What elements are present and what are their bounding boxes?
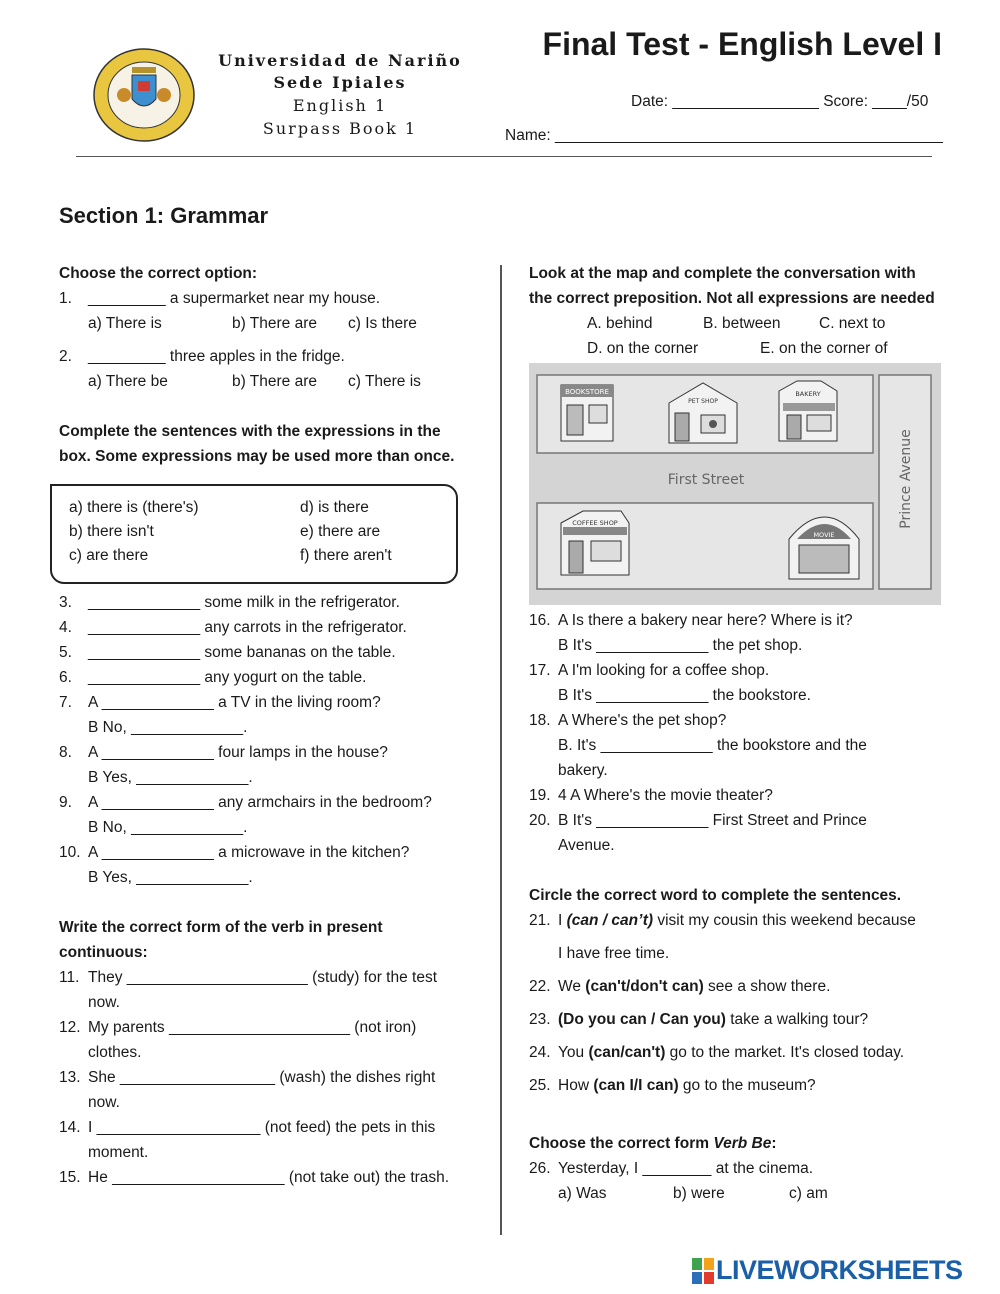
question-10: 10. A _____________ a microwave in the kitchen? <box>59 844 410 861</box>
question-7: 7. A _____________ a TV in the living room? <box>59 694 381 711</box>
university-seal <box>92 47 196 143</box>
question-13: 13. She __________________ (wash) the dishes right <box>59 1069 436 1086</box>
question-16-answer[interactable]: B It's _____________ the pet shop. <box>558 637 803 654</box>
instruction-map-2: the correct preposition. Not all expressions are needed <box>529 290 935 307</box>
question-13-cont: now. <box>88 1094 120 1111</box>
question-8-answer[interactable]: B Yes, _____________. <box>88 769 253 786</box>
choice-25[interactable]: (can I/I can) <box>593 1077 679 1094</box>
question-14-cont: moment. <box>88 1144 149 1161</box>
instruction-circle: Circle the correct word to complete the sentences. <box>529 887 902 904</box>
section-title: Section 1: Grammar <box>59 203 269 228</box>
instruction-verb-2: continuous: <box>59 944 148 961</box>
map-label-petshop: PET SHOP <box>688 398 718 405</box>
choice-21[interactable]: (can / can’t) <box>566 912 654 929</box>
map-label-movie: MOVIE <box>813 531 835 539</box>
preposition-c: C. next to <box>819 315 886 332</box>
question-16: 16. A Is there a bakery near here? Where is it? <box>529 612 853 629</box>
question-17: 17. A I'm looking for a coffee shop. <box>529 662 770 679</box>
question-11: 11. They _____________________ (study) for the test <box>59 969 438 986</box>
question-26: 26. Yesterday, I ________ at the cinema. <box>529 1160 814 1177</box>
preposition-options-row1 <box>529 311 949 336</box>
header-divider <box>76 156 932 157</box>
expression-d: d) is there <box>300 499 369 516</box>
expression-f: f) there aren't <box>300 547 392 564</box>
question-18-cont: bakery. <box>558 762 608 779</box>
expression-b: b) there isn't <box>69 523 154 540</box>
preposition-a: A. behind <box>587 315 653 332</box>
map-label-prince-avenue: Prince Avenue <box>898 429 914 529</box>
question-12: 12. My parents _____________________ (not iron) <box>59 1019 417 1036</box>
question-17-answer[interactable]: B It's _____________ the bookstore. <box>558 687 811 704</box>
option-26c[interactable]: c) am <box>789 1185 828 1202</box>
column-divider <box>500 265 502 1235</box>
expression-a: a) there is (there's) <box>69 499 199 516</box>
question-24: 24. You (can/can't) go to the market. It's closed today. <box>529 1044 905 1061</box>
option-26a[interactable]: a) Was <box>558 1185 607 1202</box>
course-name: English 1 <box>292 96 388 115</box>
question-21-cont: I have free time. <box>558 945 670 962</box>
option-2a[interactable]: a) There be <box>88 373 168 390</box>
question-12-cont: clothes. <box>88 1044 142 1061</box>
question-10-answer[interactable]: B Yes, _____________. <box>88 869 253 886</box>
question-18-answer[interactable]: B. It's _____________ the bookstore and the <box>558 737 867 754</box>
instruction-complete: Complete the sentences with the expressions in the <box>59 423 441 440</box>
map-label-first-street: First Street <box>667 472 745 488</box>
map-label-bookstore: BOOKSTORE <box>565 388 609 396</box>
book-name: Surpass Book 1 <box>262 119 418 138</box>
choice-23[interactable]: (Do you can / Can you) <box>558 1011 726 1028</box>
question-7-answer[interactable]: B No, _____________. <box>88 719 248 736</box>
question-14: 14. I ___________________ (not feed) the pets in this <box>59 1119 436 1136</box>
question-9: 9. A _____________ any armchairs in the bedroom? <box>59 794 432 811</box>
page-title: Final Test - English Level I <box>542 26 942 62</box>
preposition-b: B. between <box>703 315 781 332</box>
question-1-options <box>59 311 489 336</box>
instruction-verb-be: Choose the correct form Verb Be: <box>529 1135 777 1152</box>
question-20: 20. B It's _____________ First Street and Prince <box>529 812 867 829</box>
preposition-e: E. on the corner of <box>760 340 888 357</box>
choice-24[interactable]: (can/can't) <box>588 1044 666 1061</box>
liveworksheets-logo[interactable] <box>692 1255 963 1285</box>
instruction-complete-2: box. Some expressions may be used more than once. <box>59 448 455 465</box>
date-score-line[interactable]: Date: _________________ Score: ____/50 <box>631 93 929 110</box>
name-line[interactable]: Name: _____________________________________________ <box>505 127 943 144</box>
question-5: 5. _____________ some bananas on the table. <box>59 644 396 661</box>
option-2b[interactable]: b) There are <box>232 373 318 390</box>
instruction-verb: Write the correct form of the verb in present <box>59 919 383 936</box>
liveworksheets-icon <box>692 1258 716 1284</box>
question-4: 4. _____________ any carrots in the refrigerator. <box>59 619 407 636</box>
choice-22[interactable]: (can't/don't can) <box>585 978 704 995</box>
question-26-options <box>529 1181 949 1206</box>
question-21: 21. I (can / can’t) visit my cousin this weekend because <box>529 912 916 929</box>
option-1b[interactable]: b) There are <box>232 315 318 332</box>
expression-c: c) are there <box>69 547 149 564</box>
option-2c[interactable]: c) There is <box>348 373 421 390</box>
preposition-options-row2 <box>529 336 949 361</box>
question-25: 25. How (can I/I can) go to the museum? <box>529 1077 816 1094</box>
question-18: 18. A Where's the pet shop? <box>529 712 727 729</box>
question-15: 15. He ____________________ (not take out) the trash. <box>59 1169 450 1186</box>
question-6: 6. _____________ any yogurt on the table. <box>59 669 367 686</box>
map-label-coffeeshop: COFFEE SHOP <box>572 519 618 527</box>
question-19: 19. 4 A Where's the movie theater? <box>529 787 773 804</box>
campus-name: Sede Ipiales <box>273 73 407 92</box>
expression-e: e) there are <box>300 523 381 540</box>
instruction-map: Look at the map and complete the conversation with <box>529 265 916 282</box>
map-label-bakery: BAKERY <box>795 390 821 398</box>
question-23: 23. (Do you can / Can you) take a walking tour? <box>529 1011 869 1028</box>
university-name: Universidad de Nariño <box>218 51 462 70</box>
instruction-choose: Choose the correct option: <box>59 265 258 282</box>
street-map <box>529 363 941 605</box>
question-1: 1. _________ a supermarket near my house. <box>59 290 381 307</box>
preposition-d: D. on the corner <box>587 340 699 357</box>
question-22: 22. We (can't/don't can) see a show there. <box>529 978 831 995</box>
liveworksheets-brand: LIVEWORKSHEETS <box>716 1255 963 1285</box>
option-26b[interactable]: b) were <box>673 1185 725 1202</box>
question-11-cont: now. <box>88 994 120 1011</box>
question-20-cont: Avenue. <box>558 837 615 854</box>
question-8: 8. A _____________ four lamps in the house? <box>59 744 388 761</box>
question-9-answer[interactable]: B No, _____________. <box>88 819 248 836</box>
question-3: 3. _____________ some milk in the refrigerator. <box>59 594 400 611</box>
option-1a[interactable]: a) There is <box>88 315 162 332</box>
option-1c[interactable]: c) Is there <box>348 315 417 332</box>
question-2: 2. _________ three apples in the fridge. <box>59 348 345 365</box>
question-2-options <box>59 369 489 394</box>
